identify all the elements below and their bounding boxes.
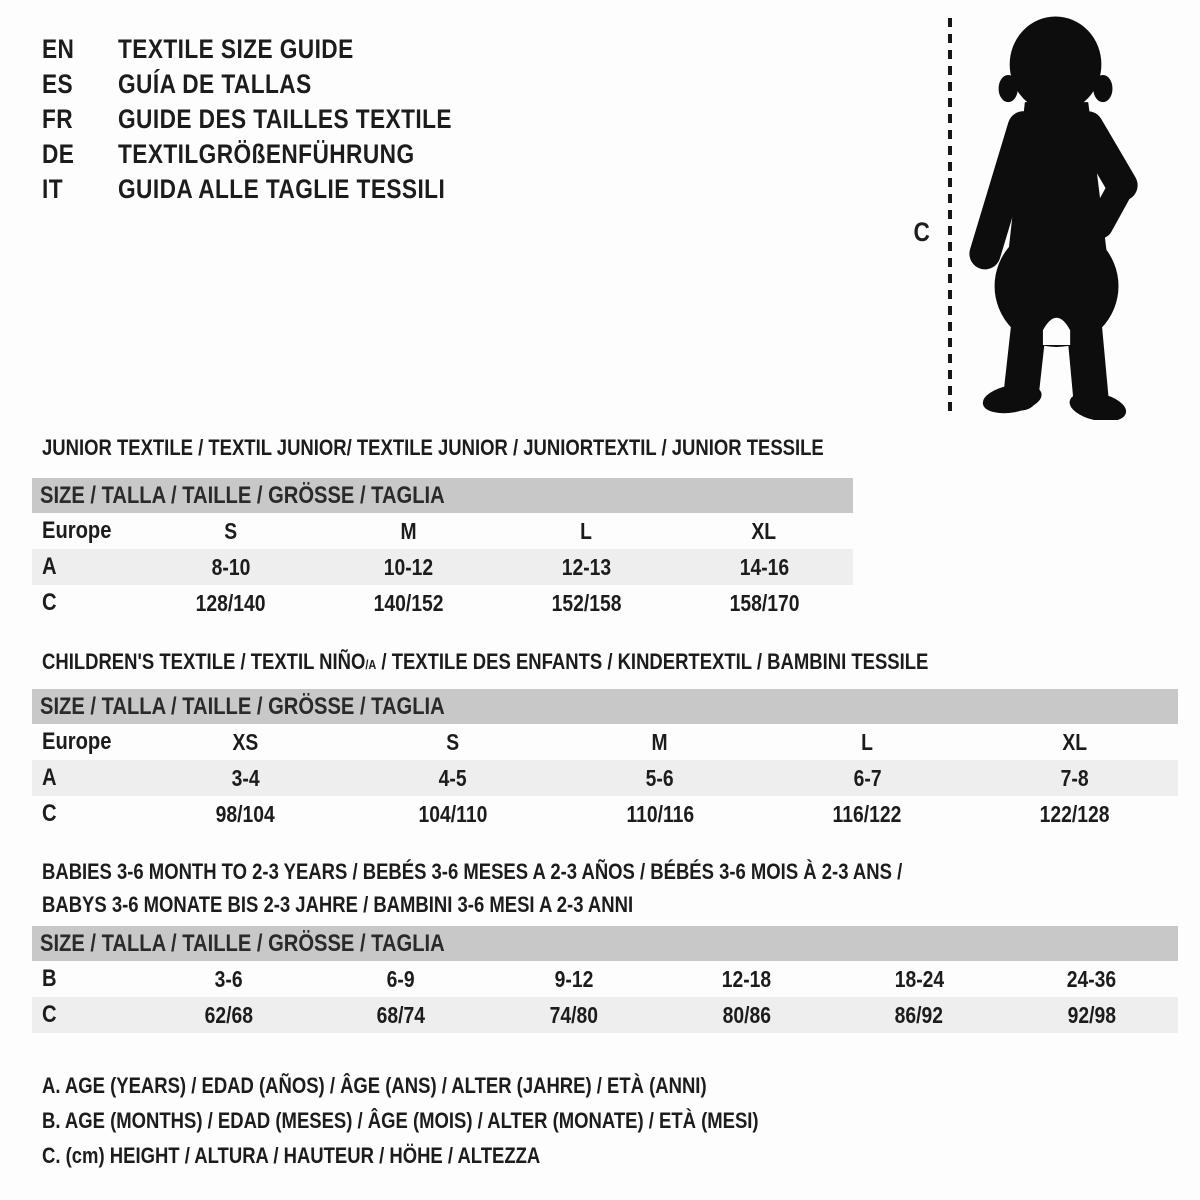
language-row xyxy=(42,172,516,207)
cell-text: 68/74 xyxy=(376,1001,426,1028)
size-header-bar xyxy=(32,926,1178,961)
value-cell xyxy=(487,1002,660,1029)
cell-text: C xyxy=(42,800,57,827)
language-code-text: FR xyxy=(42,104,74,134)
row-label-cell xyxy=(32,517,142,545)
value-cell xyxy=(833,1002,1006,1029)
cell-text: 86/92 xyxy=(894,1001,944,1028)
value-cell xyxy=(142,518,320,545)
table-row xyxy=(32,760,1178,796)
children-size-table xyxy=(32,689,1178,832)
value-cell xyxy=(660,966,833,993)
size-header-bar xyxy=(32,689,1178,724)
value-cell xyxy=(675,554,853,581)
cell-text: 10-12 xyxy=(383,553,434,580)
table-title-line xyxy=(42,855,1066,888)
size-header-text: SIZE / TALLA / TAILLE / GRÖSSE / TAGLIA xyxy=(40,929,445,957)
legend-line-text: B. AGE (MONTHS) / EDAD (MESES) / ÂGE (MOIS) / ALTER (MONATE) / ETÀ (MESI) xyxy=(42,1108,759,1133)
title-segment: JUNIOR TEXTILE / TEXTIL JUNIOR/ TEXTILE JUNIOR / JUNIORTEXTIL / JUNIOR TESSILE xyxy=(42,435,824,460)
language-row xyxy=(42,102,516,137)
table-title-line xyxy=(42,645,1097,681)
cell-text: 7-8 xyxy=(1060,764,1089,791)
cell-text: 128/140 xyxy=(195,589,266,616)
cell-text: Europe xyxy=(42,517,112,544)
value-cell xyxy=(556,729,763,756)
cell-text: B xyxy=(42,965,57,992)
value-cell xyxy=(833,966,1006,993)
language-title xyxy=(118,69,349,100)
value-cell xyxy=(142,801,349,828)
language-title-text: GUÍA DE TALLAS xyxy=(118,69,312,99)
cell-text: 5-6 xyxy=(646,764,674,791)
cell-text: 24-36 xyxy=(1066,965,1117,992)
table-row xyxy=(32,549,853,585)
cell-text: 158/170 xyxy=(729,589,800,616)
title-subscript: /A xyxy=(365,657,377,672)
cell-text: 110/116 xyxy=(626,800,694,827)
language-code xyxy=(42,34,118,65)
value-cell xyxy=(142,729,349,756)
babies-table-title xyxy=(42,855,1066,921)
legend xyxy=(42,1068,895,1173)
size-header-bar xyxy=(32,478,853,513)
cell-text: 74/80 xyxy=(549,1001,598,1028)
cell-text: S xyxy=(446,728,460,755)
cell-text: L xyxy=(861,728,874,755)
value-cell xyxy=(556,765,763,792)
value-cell xyxy=(1005,966,1178,993)
value-cell xyxy=(142,966,315,993)
height-measure-dashed-line xyxy=(948,18,952,415)
value-cell xyxy=(556,801,763,828)
legend-line xyxy=(42,1068,895,1103)
table-title-text xyxy=(42,888,633,921)
value-cell xyxy=(142,590,320,617)
cell-text: 62/68 xyxy=(204,1001,253,1028)
value-cell xyxy=(498,554,676,581)
table-row xyxy=(32,585,853,621)
value-cell xyxy=(315,1002,488,1029)
value-cell xyxy=(764,729,971,756)
cell-text: 3-4 xyxy=(231,764,260,791)
value-cell xyxy=(675,590,853,617)
row-label-cell xyxy=(32,589,142,617)
toddler-silhouette-shape xyxy=(981,17,1128,420)
row-label-cell xyxy=(32,553,142,581)
cell-text: XL xyxy=(1062,728,1087,755)
language-title-text: GUIDE DES TAILLES TEXTILE xyxy=(118,104,452,134)
language-code xyxy=(42,174,118,205)
table-title-text xyxy=(42,645,928,681)
cell-text: 8-10 xyxy=(211,553,251,580)
title-segment: BABIES 3-6 MONTH TO 2-3 YEARS / BEBÉS 3-6 MESES A 2-3 AÑOS / BÉBÉS 3-6 MOIS À 2-3 ANS / xyxy=(42,859,903,884)
cell-text: S xyxy=(224,517,238,544)
toddler-silhouette-image xyxy=(960,12,1142,420)
cell-text: M xyxy=(651,728,669,755)
cell-text: Europe xyxy=(42,728,112,755)
cell-text: A xyxy=(42,764,57,791)
language-list xyxy=(42,32,516,207)
language-code xyxy=(42,69,118,100)
language-title xyxy=(118,139,471,170)
value-cell xyxy=(349,765,556,792)
cell-text: 104/110 xyxy=(418,800,488,827)
value-cell xyxy=(498,590,676,617)
value-cell xyxy=(971,801,1178,828)
cell-text: 6-9 xyxy=(387,965,415,992)
junior-size-table xyxy=(32,478,853,621)
table-row xyxy=(32,961,1178,997)
language-code-text: DE xyxy=(42,139,75,169)
value-cell xyxy=(320,590,498,617)
junior-table-title xyxy=(42,431,973,464)
title-segment: BABYS 3-6 MONATE BIS 2-3 JAHRE / BAMBINI 3-6 MESI A 2-3 ANNI xyxy=(42,892,634,917)
value-cell xyxy=(498,518,676,545)
height-measure-label xyxy=(902,217,942,248)
cell-text: 98/104 xyxy=(216,800,276,827)
cell-text: XS xyxy=(232,728,259,755)
cell-text: 152/158 xyxy=(551,589,622,616)
language-code-text: EN xyxy=(42,34,75,64)
language-code xyxy=(42,139,118,170)
table-row xyxy=(32,796,1178,832)
value-cell xyxy=(315,966,488,993)
row-label-cell xyxy=(32,1001,142,1029)
cell-text: XL xyxy=(751,517,777,544)
cell-text: L xyxy=(580,517,593,544)
value-cell xyxy=(320,554,498,581)
value-cell xyxy=(764,765,971,792)
value-cell xyxy=(142,554,320,581)
cell-text: 12-18 xyxy=(721,965,772,992)
row-label-cell xyxy=(32,764,142,792)
value-cell xyxy=(660,1002,833,1029)
cell-text: C xyxy=(42,1001,57,1028)
value-cell xyxy=(1005,1002,1178,1029)
value-cell xyxy=(142,1002,315,1029)
language-title-text: TEXTILE SIZE GUIDE xyxy=(118,34,354,64)
cell-text: 6-7 xyxy=(853,764,882,791)
cell-text: 4-5 xyxy=(438,764,467,791)
language-row xyxy=(42,137,516,172)
babies-size-table xyxy=(32,926,1178,1033)
legend-line-text: C. (cm) HEIGHT / ALTURA / HAUTEUR / HÖHE / ALTEZZA xyxy=(42,1143,541,1168)
language-row xyxy=(42,67,516,102)
cell-text: 116/122 xyxy=(832,800,902,827)
table-row xyxy=(32,997,1178,1033)
cell-text: 18-24 xyxy=(894,965,944,992)
legend-line-text: A. AGE (YEARS) / EDAD (AÑOS) / ÂGE (ANS) / ALTER (JAHRE) / ETÀ (ANNI) xyxy=(42,1073,707,1098)
language-title-text: GUIDA ALLE TAGLIE TESSILI xyxy=(118,174,446,204)
cell-text: 12-13 xyxy=(561,553,612,580)
cell-text: 92/98 xyxy=(1067,1001,1116,1028)
cell-text: 80/86 xyxy=(722,1001,771,1028)
table-row xyxy=(32,513,853,549)
language-code-text: ES xyxy=(42,69,74,99)
value-cell xyxy=(971,765,1178,792)
legend-line xyxy=(42,1103,895,1138)
title-segment: / TEXTILE DES ENFANTS / KINDERTEXTIL / BAMBINI TESSILE xyxy=(376,649,929,674)
language-row xyxy=(42,32,516,67)
language-title xyxy=(118,104,516,135)
size-header-text: SIZE / TALLA / TAILLE / GRÖSSE / TAGLIA xyxy=(40,692,445,720)
cell-text: M xyxy=(400,517,417,544)
row-label-cell xyxy=(32,965,142,993)
size-header-text: SIZE / TALLA / TAILLE / GRÖSSE / TAGLIA xyxy=(40,481,445,509)
cell-text: 140/152 xyxy=(373,589,444,616)
language-code xyxy=(42,104,118,135)
table-row xyxy=(32,724,1178,760)
value-cell xyxy=(142,765,349,792)
value-cell xyxy=(320,518,498,545)
cell-text: C xyxy=(42,589,57,616)
language-title xyxy=(118,34,399,65)
value-cell xyxy=(349,801,556,828)
value-cell xyxy=(349,729,556,756)
children-table-title xyxy=(42,645,1097,681)
height-measure-label-text: C xyxy=(913,217,931,247)
language-title-text: TEXTILGRÖßENFÜHRUNG xyxy=(118,139,415,169)
cell-text: 9-12 xyxy=(554,965,594,992)
table-title-text xyxy=(42,431,824,464)
table-title-line xyxy=(42,888,1066,921)
title-segment: CHILDREN'S TEXTILE / TEXTIL NIÑO xyxy=(42,649,366,674)
table-title-text xyxy=(42,855,902,888)
table-title-line xyxy=(42,431,973,464)
cell-text: A xyxy=(42,553,57,580)
value-cell xyxy=(971,729,1178,756)
cell-text: 3-6 xyxy=(214,965,243,992)
cell-text: 122/128 xyxy=(1039,800,1110,827)
cell-text: 14-16 xyxy=(739,553,789,580)
legend-line xyxy=(42,1138,895,1173)
language-title xyxy=(118,174,508,205)
row-label-cell xyxy=(32,800,142,828)
value-cell xyxy=(487,966,660,993)
value-cell xyxy=(675,518,853,545)
language-code-text: IT xyxy=(42,174,63,204)
row-label-cell xyxy=(32,728,142,756)
value-cell xyxy=(764,801,971,828)
